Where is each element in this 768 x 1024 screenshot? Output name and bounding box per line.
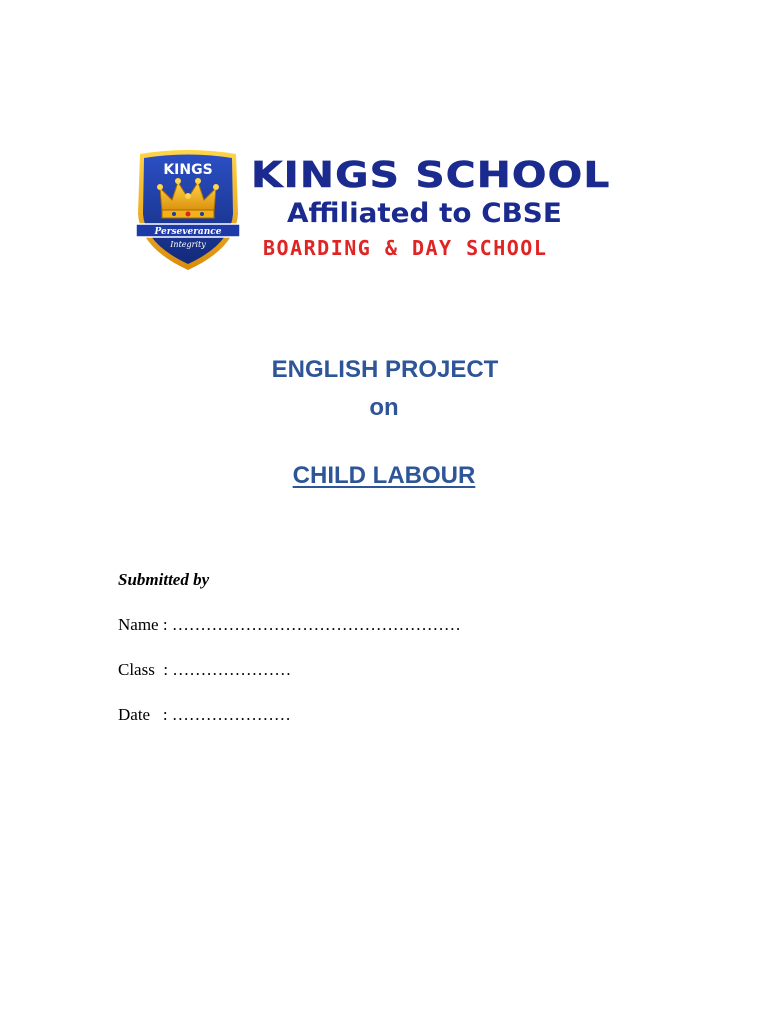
crest-banner-label: Perseverance	[154, 227, 222, 237]
name-field: Name : ……………………………………………	[118, 615, 461, 634]
affiliation-text: Affiliated to CBSE	[287, 198, 562, 229]
project-connector: on	[369, 394, 399, 421]
project-title: ENGLISH PROJECT	[271, 356, 499, 383]
date-field: Date : …………………	[118, 705, 291, 724]
crest-sub-label: Integrity	[170, 240, 206, 249]
crown-shield-icon	[132, 148, 244, 272]
crest-top-label: KINGS	[163, 162, 213, 178]
boarding-text: BOARDING & DAY SCHOOL	[263, 236, 548, 260]
submitted-by-heading: Submitted by	[118, 570, 210, 589]
school-logo	[132, 148, 672, 274]
school-crest	[132, 148, 244, 272]
school-name: KINGS SCHOOL	[251, 155, 611, 196]
class-field: Class : …………………	[118, 660, 292, 679]
project-topic: CHILD LABOUR	[292, 462, 476, 489]
